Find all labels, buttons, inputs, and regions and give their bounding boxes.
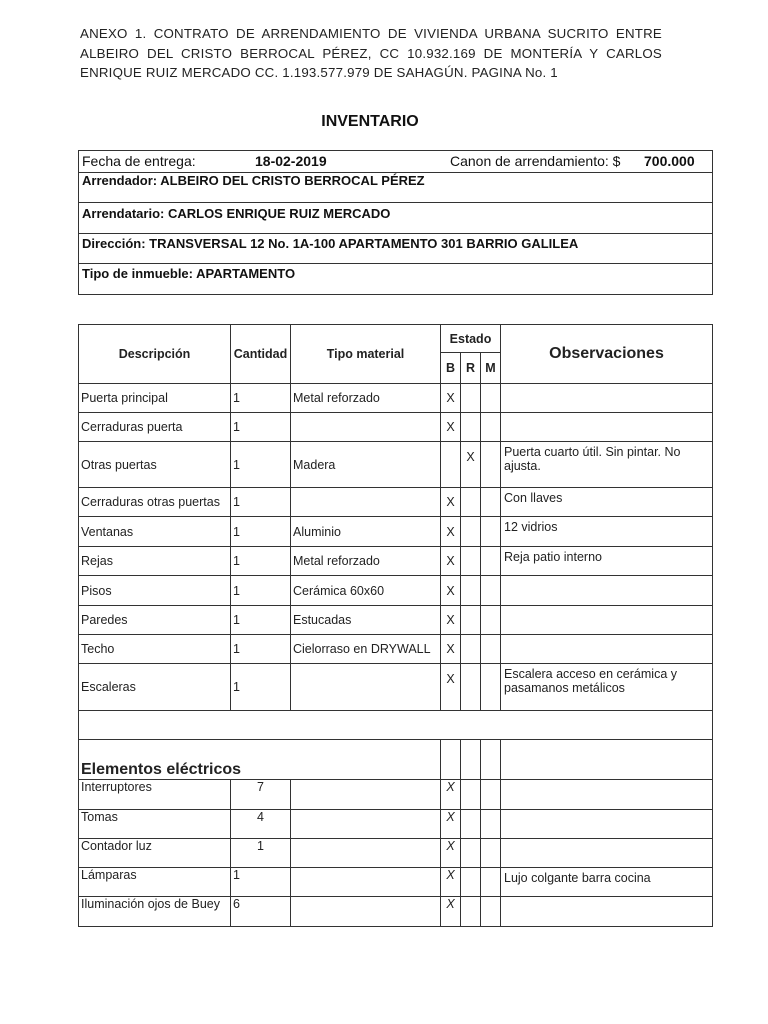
item-estado-r xyxy=(461,413,481,442)
spacer-row xyxy=(79,711,713,740)
item-observaciones xyxy=(501,576,713,606)
item-quantity: 1 xyxy=(231,576,291,606)
item-estado-b: X xyxy=(441,810,461,839)
item-estado-r xyxy=(461,606,481,635)
item-quantity: 1 xyxy=(231,606,291,635)
item-description: Iluminación ojos de Buey xyxy=(79,897,231,927)
item-material: Metal reforzado xyxy=(291,547,441,576)
canon-value: 700.000 xyxy=(644,153,695,169)
item-estado-m xyxy=(481,868,501,897)
item-material xyxy=(291,868,441,897)
item-description: Otras puertas xyxy=(79,442,231,488)
spacer-cell xyxy=(79,711,713,740)
item-description: Puerta principal xyxy=(79,384,231,413)
item-quantity: 6 xyxy=(231,897,291,927)
fecha-value: 18-02-2019 xyxy=(255,153,327,169)
table-row xyxy=(79,839,713,868)
table-row xyxy=(79,868,713,897)
item-material xyxy=(291,839,441,868)
item-quantity: 1 xyxy=(231,384,291,413)
item-estado-b: X xyxy=(441,576,461,606)
arrendatario-row: Arrendatario: CARLOS ENRIQUE RUIZ MERCADO xyxy=(79,203,713,234)
item-estado-b: X xyxy=(441,664,461,711)
item-estado-m xyxy=(481,664,501,711)
item-observaciones: Escalera acceso en cerámica y pasamanos metálicos xyxy=(501,664,713,711)
item-material xyxy=(291,897,441,927)
item-description: Interruptores xyxy=(79,780,231,810)
item-material xyxy=(291,413,441,442)
item-material: Estucadas xyxy=(291,606,441,635)
header-b: B xyxy=(441,353,461,384)
header-observaciones: Observaciones xyxy=(501,325,713,384)
item-estado-m xyxy=(481,635,501,664)
item-description: Cerraduras puerta xyxy=(79,413,231,442)
item-estado-m xyxy=(481,606,501,635)
table-row xyxy=(79,810,713,839)
arrendador-row: Arrendador: ALBEIRO DEL CRISTO BERROCAL PÉREZ xyxy=(79,173,713,203)
header-m: M xyxy=(481,353,501,384)
inventory-table xyxy=(78,324,713,927)
item-description: Ventanas xyxy=(79,517,231,547)
item-estado-r xyxy=(461,868,481,897)
item-quantity: 1 xyxy=(231,488,291,517)
tipo-inmueble-row: Tipo de inmueble: APARTAMENTO xyxy=(79,264,713,295)
item-description: Lámparas xyxy=(79,868,231,897)
table-row xyxy=(79,384,713,413)
item-estado-r: X xyxy=(461,442,481,488)
item-estado-m xyxy=(481,442,501,488)
item-estado-r xyxy=(461,664,481,711)
item-quantity: 1 xyxy=(231,547,291,576)
table-row xyxy=(79,897,713,927)
item-quantity: 1 xyxy=(231,635,291,664)
item-estado-m xyxy=(481,780,501,810)
direccion-row: Dirección: TRANSVERSAL 12 No. 1A-100 APARTAMENTO 301 BARRIO GALILEA xyxy=(79,234,713,264)
item-material: Cielorraso en DRYWALL xyxy=(291,635,441,664)
table-row xyxy=(79,576,713,606)
item-estado-b: X xyxy=(441,488,461,517)
item-material xyxy=(291,810,441,839)
table-row xyxy=(79,664,713,711)
item-estado-r xyxy=(461,839,481,868)
item-observaciones xyxy=(501,780,713,810)
item-observaciones xyxy=(501,897,713,927)
section-row-electric xyxy=(79,740,713,780)
annex-header-text: ANEXO 1. CONTRATO DE ARRENDAMIENTO DE VIVIENDA URBANA SUCRITO ENTRE ALBEIRO DEL CRISTO BERROCAL PÉREZ, CC 10.932.169 DE MONTERÍA Y CARLOS ENRIQUE RUIZ MERCADO CC. 1.193.577.979 DE SAHAGÚN. PAGINA No. 1 xyxy=(80,26,662,80)
item-description: Pisos xyxy=(79,576,231,606)
item-description: Tomas xyxy=(79,810,231,839)
item-estado-m xyxy=(481,547,501,576)
table-row xyxy=(79,635,713,664)
item-description: Techo xyxy=(79,635,231,664)
item-quantity: 1 xyxy=(231,839,291,868)
header-cantidad: Cantidad xyxy=(231,325,291,384)
section-title-electric: Elementos eléctricos xyxy=(79,740,441,780)
item-quantity: 1 xyxy=(231,664,291,711)
header-descripcion: Descripción xyxy=(79,325,231,384)
document-title: INVENTARIO xyxy=(321,113,419,130)
item-estado-r xyxy=(461,547,481,576)
item-material: Cerámica 60x60 xyxy=(291,576,441,606)
table-row xyxy=(79,413,713,442)
item-estado-b: X xyxy=(441,780,461,810)
item-material xyxy=(291,664,441,711)
item-estado-b: X xyxy=(441,384,461,413)
item-estado-b: X xyxy=(441,413,461,442)
item-estado-b: X xyxy=(441,897,461,927)
item-estado-r xyxy=(461,488,481,517)
item-observaciones xyxy=(501,635,713,664)
item-observaciones: Reja patio interno xyxy=(501,547,713,576)
item-estado-b xyxy=(441,442,461,488)
item-estado-m xyxy=(481,576,501,606)
table-row xyxy=(79,780,713,810)
item-material: Aluminio xyxy=(291,517,441,547)
item-estado-m xyxy=(481,517,501,547)
item-observaciones xyxy=(501,810,713,839)
contract-info-table xyxy=(78,150,713,295)
item-description: Rejas xyxy=(79,547,231,576)
item-estado-m xyxy=(481,488,501,517)
item-estado-b: X xyxy=(441,868,461,897)
item-description: Paredes xyxy=(79,606,231,635)
item-estado-r xyxy=(461,780,481,810)
item-quantity: 7 xyxy=(231,780,291,810)
canon-label: Canon de arrendamiento: $ xyxy=(450,153,621,169)
item-estado-m xyxy=(481,413,501,442)
table-row xyxy=(79,517,713,547)
item-quantity: 4 xyxy=(231,810,291,839)
table-row xyxy=(79,488,713,517)
item-estado-r xyxy=(461,810,481,839)
item-estado-r xyxy=(461,576,481,606)
item-estado-b: X xyxy=(441,635,461,664)
header-estado: Estado xyxy=(441,325,501,353)
item-observaciones xyxy=(501,839,713,868)
item-observaciones xyxy=(501,384,713,413)
table-row xyxy=(79,547,713,576)
item-estado-r xyxy=(461,897,481,927)
table-row xyxy=(79,442,713,488)
item-observaciones: Puerta cuarto útil. Sin pintar. No ajusta. xyxy=(501,442,713,488)
header-r: R xyxy=(461,353,481,384)
item-estado-m xyxy=(481,897,501,927)
item-estado-m xyxy=(481,839,501,868)
info-row-fecha-canon xyxy=(79,151,713,173)
item-observaciones: 12 vidrios xyxy=(501,517,713,547)
item-material: Madera xyxy=(291,442,441,488)
item-material xyxy=(291,488,441,517)
item-observaciones xyxy=(501,413,713,442)
item-description: Escaleras xyxy=(79,664,231,711)
item-quantity: 1 xyxy=(231,413,291,442)
item-observaciones: Lujo colgante barra cocina xyxy=(501,868,713,897)
item-estado-b: X xyxy=(441,517,461,547)
item-observaciones: Con llaves xyxy=(501,488,713,517)
item-material: Metal reforzado xyxy=(291,384,441,413)
item-estado-b: X xyxy=(441,839,461,868)
item-estado-b: X xyxy=(441,547,461,576)
item-observaciones xyxy=(501,606,713,635)
item-quantity: 1 xyxy=(231,517,291,547)
item-description: Contador luz xyxy=(79,839,231,868)
header-tipo-material: Tipo material xyxy=(291,325,441,384)
item-estado-m xyxy=(481,384,501,413)
item-description: Cerraduras otras puertas xyxy=(79,488,231,517)
item-estado-b: X xyxy=(441,606,461,635)
table-row xyxy=(79,606,713,635)
item-quantity: 1 xyxy=(231,442,291,488)
fecha-label: Fecha de entrega: xyxy=(82,153,196,169)
item-estado-m xyxy=(481,810,501,839)
item-estado-r xyxy=(461,635,481,664)
item-quantity: 1 xyxy=(231,868,291,897)
item-estado-r xyxy=(461,384,481,413)
item-material xyxy=(291,780,441,810)
item-estado-r xyxy=(461,517,481,547)
